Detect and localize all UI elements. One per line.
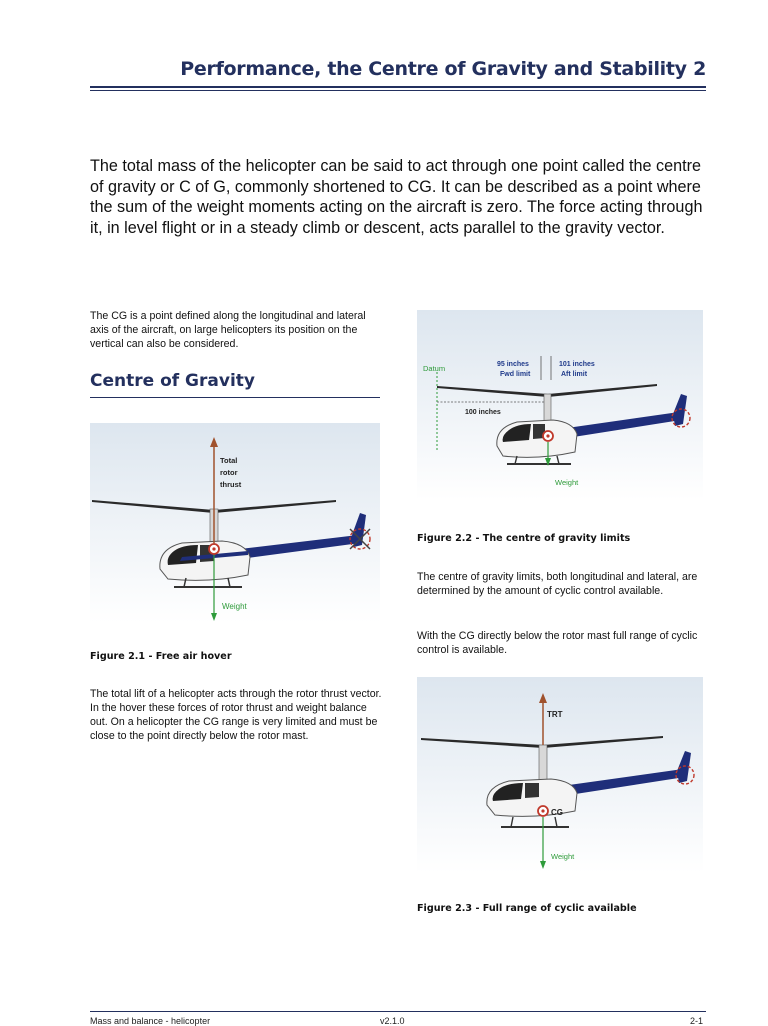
aft-limit-label: Aft limit: [561, 371, 588, 378]
figure-cg-limits: [417, 310, 703, 500]
footer-center: v2.1.0: [380, 1016, 405, 1026]
cg-limits-text: The centre of gravity limits, both longitudinal and lateral, are determined by the amount of cyclic control available.: [417, 571, 698, 597]
trt-label: TRT: [547, 710, 563, 719]
header-rule: [90, 86, 706, 88]
figure-free-air-hover: [90, 423, 380, 623]
distance-label: 100 inches: [465, 409, 501, 416]
fwd-limit-distance: 95 inches: [497, 361, 529, 368]
footer-rule: [90, 1011, 706, 1012]
weight-label: Weight: [222, 602, 247, 611]
page-title: Performance, the Centre of Gravity and Stability 2: [180, 58, 706, 80]
figure-caption: Figure 2.1 - Free air hover: [90, 651, 232, 662]
section-rule: [90, 397, 380, 398]
header-rule-thin: [90, 90, 706, 91]
cg-definition-text: The CG is a point defined along the longitudinal and lateral axis of the aircraft, on large helicopters its position on the vertical can also be considered.: [90, 310, 366, 350]
figure-full-cyclic-range: [417, 677, 703, 873]
datum-label: Datum: [423, 364, 446, 373]
thrust-label: thrust: [220, 480, 242, 489]
weight-label: Weight: [551, 852, 575, 861]
thrust-label: Total: [220, 456, 238, 465]
lift-text: The total lift of a helicopter acts through the rotor thrust vector. In the hover these forces of rotor thrust and weight balance out. On a helicopter the CG range is very limited and must be close to the point directly below the rotor mast.: [90, 688, 382, 742]
figure-caption: Figure 2.2 - The centre of gravity limits: [417, 533, 631, 544]
fwd-limit-label: Fwd limit: [500, 371, 531, 378]
thrust-label: rotor: [220, 468, 238, 477]
cyclic-range-text: With the CG directly below the rotor mast full range of cyclic control is available.: [417, 630, 698, 656]
footer-left: Mass and balance - helicopter: [90, 1016, 211, 1026]
aft-limit-distance: 101 inches: [559, 361, 595, 368]
rotor-mast: [539, 745, 547, 781]
cg-label: CG: [551, 808, 563, 817]
weight-label: Weight: [555, 478, 579, 487]
intro-paragraph: The total mass of the helicopter can be said to act through one point called the centre of gravity or C of G, commonly shortened to CG. It can be described as a point where the sum of the weight moments acting on the aircraft is zero. The force acting through it, in level flight or in a steady climb or descent, acts parallel to the gravity vector.: [90, 157, 703, 237]
page-number: 2-1: [690, 1016, 704, 1026]
figure-caption: Figure 2.3 - Full range of cyclic available: [417, 903, 637, 914]
section-heading: Centre of Gravity: [90, 371, 255, 391]
